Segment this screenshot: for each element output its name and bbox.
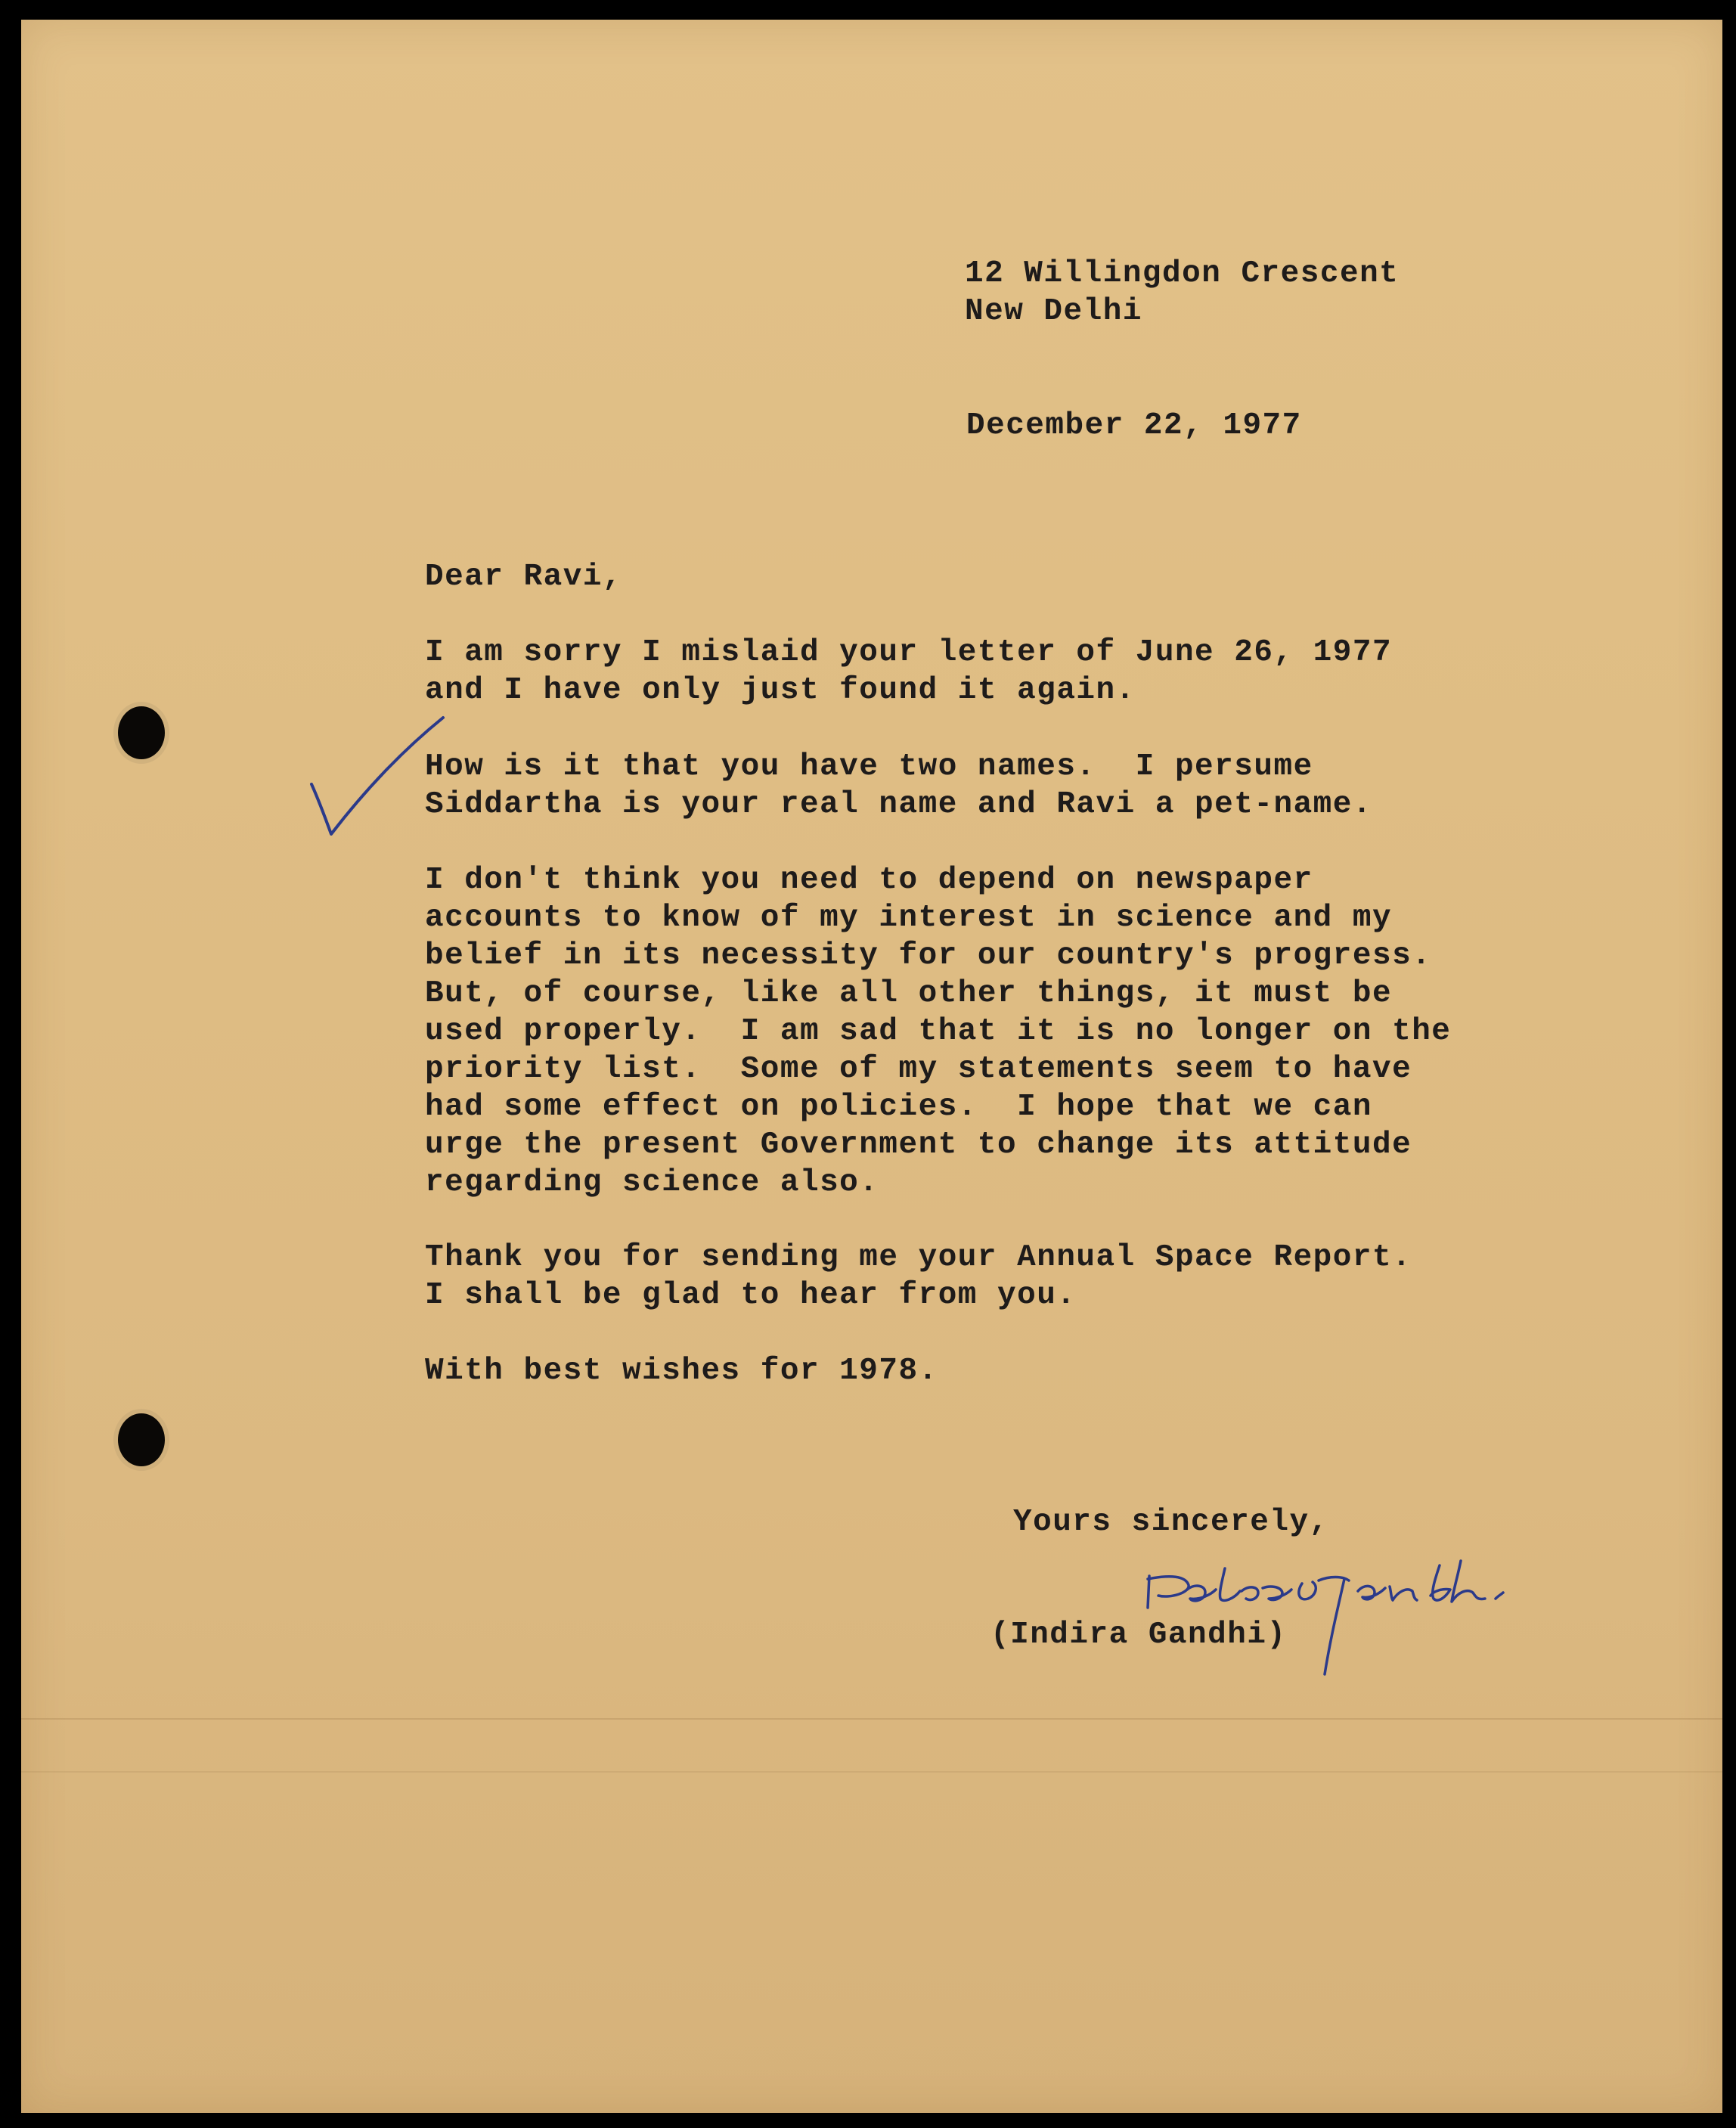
checkmark-icon — [308, 712, 460, 840]
body-paragraph-2: How is it that you have two names. I persume Siddartha is your real name and Ravi a pet-name. — [425, 749, 1372, 822]
paper-fold-line — [21, 1771, 1722, 1773]
body-paragraph-1: I am sorry I mislaid your letter of June 26, 1977 and I have only just found it again. — [425, 635, 1393, 708]
salutation: Dear Ravi, — [425, 560, 623, 594]
body-paragraph-5: With best wishes for 1978. — [425, 1354, 938, 1388]
punch-hole-bottom — [118, 1413, 165, 1466]
typed-signatory-name: (Indira Gandhi) — [990, 1618, 1287, 1652]
letter-sheet — [21, 20, 1722, 2113]
paper-fold-line — [21, 1718, 1722, 1720]
sender-address-line1: 12 Willingdon Crescent — [965, 256, 1400, 291]
closing: Yours sincerely, — [1013, 1505, 1329, 1540]
body-paragraph-4: Thank you for sending me your Annual Space Report. I shall be glad to hear from you. — [425, 1240, 1412, 1313]
punch-hole-top — [118, 706, 165, 759]
body-paragraph-3: I don't think you need to depend on newspaper accounts to know of my interest in science and my belief in its necessity for our country's progress. But, of course, like all other things, it must be used properly. I am sad that it is no longer on the priority list. Some of my statements seem to have had some effect on policies. I hope that we can urge the present Government to change its attitude regarding science also. — [425, 863, 1452, 1200]
sender-address-line2: New Delhi — [965, 294, 1142, 329]
handwritten-signature — [1140, 1546, 1579, 1682]
letter-date: December 22, 1977 — [966, 408, 1302, 443]
